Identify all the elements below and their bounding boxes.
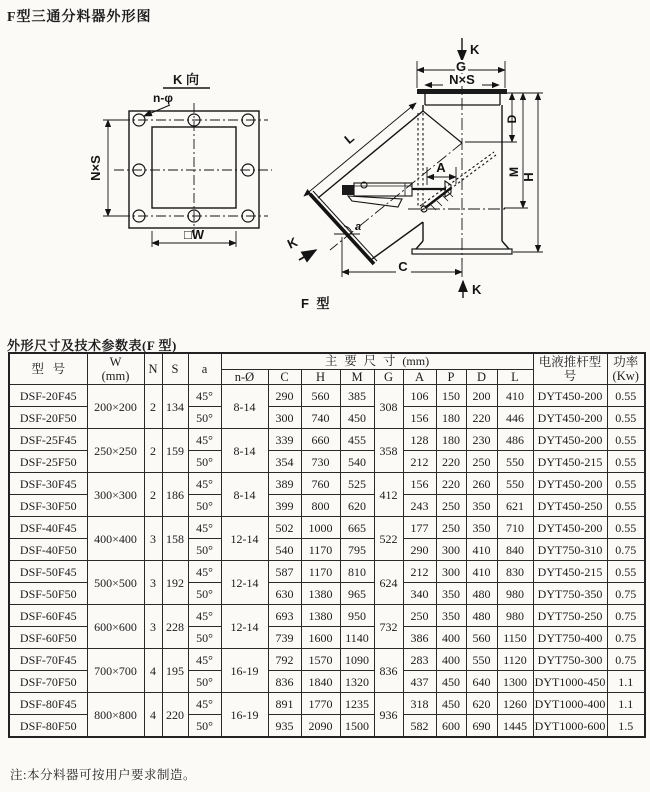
dim-nxs-left-label: N×S — [88, 155, 103, 181]
cell-p: 600 — [436, 715, 466, 738]
cell-a: 582 — [403, 715, 436, 738]
cell-a: 177 — [403, 517, 436, 539]
cell-nphi: 16-19 — [221, 649, 268, 693]
cell-h: 2090 — [301, 715, 340, 738]
cell-kw: 1.1 — [607, 693, 645, 715]
cell-rod: DYT750-400 — [533, 627, 607, 649]
cell-w: 200×200 — [87, 385, 144, 429]
cell-c: 300 — [268, 407, 301, 429]
spec-table-header — [9, 353, 645, 385]
col-header-model: 型号 — [9, 353, 87, 385]
cell-d: 690 — [466, 715, 497, 738]
cell-kw: 0.75 — [607, 627, 645, 649]
cell-l: 710 — [497, 517, 533, 539]
cell-model: DSF-20F45 — [9, 385, 87, 407]
cell-rod: DYT750-300 — [533, 649, 607, 671]
cell-a: 283 — [403, 649, 436, 671]
cell-kw: 0.75 — [607, 583, 645, 605]
k-bottom-label: K — [472, 282, 482, 297]
cell-model: DSF-70F45 — [9, 649, 87, 671]
cell-d: 260 — [466, 473, 497, 495]
cell-a: 156 — [403, 473, 436, 495]
cell-nphi: 12-14 — [221, 605, 268, 649]
col-header-d: D — [466, 369, 497, 384]
cell-c: 587 — [268, 561, 301, 583]
dim-c-label: C — [398, 259, 408, 274]
cell-a: 318 — [403, 693, 436, 715]
cell-m: 665 — [340, 517, 374, 539]
cell-model: DSF-50F50 — [9, 583, 87, 605]
inlet-collar — [425, 94, 500, 105]
flap-plate — [425, 188, 451, 208]
cell-m: 795 — [340, 539, 374, 561]
cell-rod: DYT1000-450 — [533, 671, 607, 693]
col-header-a: a — [188, 353, 221, 385]
cell-l: 1300 — [497, 671, 533, 693]
col-header-h: H — [301, 369, 340, 384]
cell-angle: 45° — [188, 561, 221, 583]
cell-a: 340 — [403, 583, 436, 605]
dim-nxs-left — [103, 120, 126, 216]
cell-a: 437 — [403, 671, 436, 693]
cell-c: 399 — [268, 495, 301, 517]
cell-p: 150 — [436, 385, 466, 407]
cell-kw: 1.5 — [607, 715, 645, 738]
cell-g: 308 — [374, 385, 403, 429]
cell-nphi: 8-14 — [221, 385, 268, 429]
cell-w: 250×250 — [87, 429, 144, 473]
cell-angle: 45° — [188, 517, 221, 539]
cell-c: 502 — [268, 517, 301, 539]
cell-h: 1770 — [301, 693, 340, 715]
cell-m: 1320 — [340, 671, 374, 693]
cell-a: 106 — [403, 385, 436, 407]
cell-h: 730 — [301, 451, 340, 473]
cell-kw: 0.55 — [607, 451, 645, 473]
cell-angle: 50° — [188, 451, 221, 473]
cell-m: 455 — [340, 429, 374, 451]
dim-d-label: D — [505, 114, 519, 124]
cell-m: 385 — [340, 385, 374, 407]
cell-n: 2 — [144, 473, 162, 517]
cell-h: 740 — [301, 407, 340, 429]
table-row — [9, 693, 645, 715]
power-unit: (Kw) — [612, 369, 639, 384]
cell-a: 386 — [403, 627, 436, 649]
cell-m: 1500 — [340, 715, 374, 738]
cell-angle: 45° — [188, 649, 221, 671]
cell-g: 522 — [374, 517, 403, 561]
dim-h-label: H — [521, 172, 536, 182]
cell-l: 550 — [497, 473, 533, 495]
angle-a-label: a — [355, 221, 362, 233]
spec-table-body — [9, 385, 645, 738]
cell-rod: DYT450-215 — [533, 451, 607, 473]
cell-kw: 1.1 — [607, 671, 645, 693]
table-row — [9, 605, 645, 627]
cell-c: 693 — [268, 605, 301, 627]
outline-drawing — [0, 18, 650, 332]
cell-g: 412 — [374, 473, 403, 517]
cell-w: 300×300 — [87, 473, 144, 517]
col-header-n: N — [144, 353, 162, 385]
cell-g: 624 — [374, 561, 403, 605]
cell-h: 1170 — [301, 561, 340, 583]
cell-a: 243 — [403, 495, 436, 517]
cell-s: 134 — [162, 385, 188, 429]
cell-d: 560 — [466, 627, 497, 649]
cell-h: 800 — [301, 495, 340, 517]
cell-s: 192 — [162, 561, 188, 605]
cell-l: 830 — [497, 561, 533, 583]
cell-s: 158 — [162, 517, 188, 561]
cell-g: 936 — [374, 693, 403, 738]
cell-d: 480 — [466, 605, 497, 627]
cell-n: 4 — [144, 693, 162, 738]
cell-p: 350 — [436, 605, 466, 627]
cell-l: 1445 — [497, 715, 533, 738]
cell-d: 200 — [466, 385, 497, 407]
cell-angle: 50° — [188, 715, 221, 738]
cell-n: 3 — [144, 517, 162, 561]
cell-n: 4 — [144, 649, 162, 693]
cell-s: 195 — [162, 649, 188, 693]
flap-diagonal — [423, 111, 462, 143]
cell-a: 212 — [403, 561, 436, 583]
cell-m: 1140 — [340, 627, 374, 649]
main-dims-unit: (mm) — [402, 354, 430, 368]
cell-w: 400×400 — [87, 517, 144, 561]
footnote: 注:本分料器可按用户要求制造。 — [10, 768, 196, 782]
cell-model: DSF-80F45 — [9, 693, 87, 715]
cell-a: 290 — [403, 539, 436, 561]
table-row — [9, 385, 645, 407]
cell-c: 540 — [268, 539, 301, 561]
dim-g-label: G — [455, 59, 467, 74]
cell-angle: 45° — [188, 429, 221, 451]
cell-m: 540 — [340, 451, 374, 473]
dim-w-label: □W — [183, 227, 205, 242]
cell-d: 410 — [466, 539, 497, 561]
flap-alt-dotted — [420, 152, 496, 210]
cell-c: 836 — [268, 671, 301, 693]
cell-angle: 45° — [188, 693, 221, 715]
cell-m: 950 — [340, 605, 374, 627]
cell-c: 792 — [268, 649, 301, 671]
inlet-flange-bar — [417, 89, 507, 94]
cell-model: DSF-30F50 — [9, 495, 87, 517]
cell-kw: 0.55 — [607, 473, 645, 495]
cell-model: DSF-20F50 — [9, 407, 87, 429]
cell-angle: 45° — [188, 473, 221, 495]
power-text: 功率 — [613, 354, 639, 369]
cell-angle: 50° — [188, 671, 221, 693]
cell-m: 525 — [340, 473, 374, 495]
cell-l: 621 — [497, 495, 533, 517]
cell-p: 400 — [436, 649, 466, 671]
cell-model: DSF-30F45 — [9, 473, 87, 495]
table-row — [9, 517, 645, 539]
cell-g: 836 — [374, 649, 403, 693]
cell-l: 486 — [497, 429, 533, 451]
table-row — [9, 473, 645, 495]
cell-w: 600×600 — [87, 605, 144, 649]
col-header-power — [607, 353, 645, 385]
cell-s: 228 — [162, 605, 188, 649]
cell-w: 500×500 — [87, 561, 144, 605]
cell-rod: DYT750-250 — [533, 605, 607, 627]
page-title: F型三通分料器外形图 — [7, 10, 152, 25]
cell-d: 350 — [466, 517, 497, 539]
cell-p: 220 — [436, 473, 466, 495]
cell-p: 400 — [436, 627, 466, 649]
cell-rod: DYT1000-400 — [533, 693, 607, 715]
col-header-a2: A — [403, 369, 436, 384]
cell-model: DSF-60F50 — [9, 627, 87, 649]
cell-p: 450 — [436, 693, 466, 715]
cell-l: 550 — [497, 451, 533, 473]
cell-c: 630 — [268, 583, 301, 605]
side-view — [285, 38, 543, 311]
cell-l: 446 — [497, 407, 533, 429]
push-rod-actuator — [342, 181, 451, 207]
cell-angle: 45° — [188, 605, 221, 627]
cell-l: 410 — [497, 385, 533, 407]
cell-c: 389 — [268, 473, 301, 495]
col-header-nphi: n-Ø — [221, 369, 268, 384]
cell-kw: 0.55 — [607, 385, 645, 407]
cell-l: 980 — [497, 605, 533, 627]
k-side-label: K — [284, 234, 300, 252]
flap-vertical-dotted — [418, 113, 423, 206]
cell-model: DSF-60F45 — [9, 605, 87, 627]
cell-nphi: 8-14 — [221, 473, 268, 517]
cell-rod: DYT450-200 — [533, 517, 607, 539]
dim-nxs-top-label: N×S — [449, 72, 475, 87]
main-dims-text: 主要尺寸 — [324, 354, 403, 368]
cell-s: 220 — [162, 693, 188, 738]
cell-d: 550 — [466, 649, 497, 671]
cell-c: 739 — [268, 627, 301, 649]
cell-m: 1235 — [340, 693, 374, 715]
cell-kw: 0.55 — [607, 407, 645, 429]
cell-d: 480 — [466, 583, 497, 605]
table-row — [9, 649, 645, 671]
cell-c: 891 — [268, 693, 301, 715]
cell-model: DSF-70F50 — [9, 671, 87, 693]
cell-h: 560 — [301, 385, 340, 407]
cell-angle: 50° — [188, 583, 221, 605]
cell-l: 980 — [497, 583, 533, 605]
cell-rod: DYT450-250 — [533, 495, 607, 517]
cell-d: 220 — [466, 407, 497, 429]
cell-a: 212 — [403, 451, 436, 473]
k-top-label: K — [470, 42, 480, 57]
cell-h: 1170 — [301, 539, 340, 561]
cell-p: 250 — [436, 517, 466, 539]
cell-h: 1380 — [301, 605, 340, 627]
cell-n: 3 — [144, 561, 162, 605]
cell-c: 354 — [268, 451, 301, 473]
cell-p: 350 — [436, 583, 466, 605]
cell-m: 620 — [340, 495, 374, 517]
cell-l: 1120 — [497, 649, 533, 671]
cell-p: 450 — [436, 671, 466, 693]
col-header-l: L — [497, 369, 533, 384]
cell-p: 180 — [436, 407, 466, 429]
k-side-arrow — [299, 250, 316, 260]
cell-angle: 50° — [188, 539, 221, 561]
cell-d: 250 — [466, 451, 497, 473]
cell-rod: DYT450-200 — [533, 385, 607, 407]
cell-h: 1570 — [301, 649, 340, 671]
cell-w: 800×800 — [87, 693, 144, 738]
cell-angle: 50° — [188, 627, 221, 649]
cell-p: 180 — [436, 429, 466, 451]
cell-rod: DYT450-200 — [533, 473, 607, 495]
w-unit: (mm) — [101, 369, 130, 384]
cell-rod: DYT450-200 — [533, 429, 607, 451]
cell-kw: 0.55 — [607, 517, 645, 539]
cell-h: 660 — [301, 429, 340, 451]
view-k-label: K 向 — [172, 72, 200, 87]
cell-kw: 0.55 — [607, 495, 645, 517]
cell-h: 1000 — [301, 517, 340, 539]
dim-l-line — [304, 103, 416, 196]
cell-g: 358 — [374, 429, 403, 473]
cell-a: 250 — [403, 605, 436, 627]
col-header-g: G — [374, 369, 403, 384]
cell-nphi: 16-19 — [221, 693, 268, 738]
cell-kw: 0.75 — [607, 539, 645, 561]
cell-angle: 50° — [188, 495, 221, 517]
col-header-c: C — [268, 369, 301, 384]
col-header-p: P — [436, 369, 466, 384]
cell-angle: 50° — [188, 407, 221, 429]
cell-m: 1090 — [340, 649, 374, 671]
cell-m: 450 — [340, 407, 374, 429]
cell-kw: 0.55 — [607, 561, 645, 583]
cell-p: 220 — [436, 451, 466, 473]
cell-model: DSF-50F45 — [9, 561, 87, 583]
col-header-s: S — [162, 353, 188, 385]
hole-callout-label: n-φ — [153, 91, 173, 105]
cell-n: 2 — [144, 429, 162, 473]
cell-model: DSF-25F50 — [9, 451, 87, 473]
spec-table — [8, 352, 646, 738]
cell-h: 760 — [301, 473, 340, 495]
cell-rod: DYT750-310 — [533, 539, 607, 561]
cell-model: DSF-40F50 — [9, 539, 87, 561]
dim-l-label: L — [341, 130, 357, 147]
cell-model: DSF-80F50 — [9, 715, 87, 738]
cell-l: 1150 — [497, 627, 533, 649]
cell-p: 300 — [436, 561, 466, 583]
cell-rod: DYT750-350 — [533, 583, 607, 605]
cell-angle: 45° — [188, 385, 221, 407]
cell-n: 2 — [144, 385, 162, 429]
cell-a: 128 — [403, 429, 436, 451]
cell-m: 965 — [340, 583, 374, 605]
dim-a-label: A — [436, 160, 446, 175]
cell-l: 840 — [497, 539, 533, 561]
cell-h: 1380 — [301, 583, 340, 605]
table-caption: 外形尺寸及技术参数表(F 型) — [7, 338, 177, 353]
cell-kw: 0.55 — [607, 429, 645, 451]
cell-c: 339 — [268, 429, 301, 451]
table-row — [9, 429, 645, 451]
cell-nphi: 8-14 — [221, 429, 268, 473]
cell-rod: DYT450-215 — [533, 561, 607, 583]
dim-m-label: M — [507, 167, 521, 177]
w-symbol: W — [109, 354, 122, 369]
cell-kw: 0.75 — [607, 605, 645, 627]
cell-h: 1600 — [301, 627, 340, 649]
col-header-pushrod: 电液推杆型号 — [533, 353, 607, 385]
cell-c: 935 — [268, 715, 301, 738]
cell-w: 700×700 — [87, 649, 144, 693]
cell-d: 230 — [466, 429, 497, 451]
flange-view — [88, 72, 272, 247]
cell-kw: 0.75 — [607, 649, 645, 671]
cell-model: DSF-40F45 — [9, 517, 87, 539]
cell-n: 3 — [144, 605, 162, 649]
cell-m: 810 — [340, 561, 374, 583]
cell-s: 186 — [162, 473, 188, 517]
centerlines — [114, 103, 272, 236]
cell-c: 290 — [268, 385, 301, 407]
cell-nphi: 12-14 — [221, 561, 268, 605]
cell-rod: DYT1000-600 — [533, 715, 607, 738]
f-type-label: F 型 — [301, 296, 332, 311]
cell-a: 156 — [403, 407, 436, 429]
cell-model: DSF-25F45 — [9, 429, 87, 451]
cell-d: 640 — [466, 671, 497, 693]
cell-d: 410 — [466, 561, 497, 583]
cell-d: 620 — [466, 693, 497, 715]
table-row — [9, 561, 645, 583]
cell-rod: DYT450-200 — [533, 407, 607, 429]
cell-l: 1260 — [497, 693, 533, 715]
col-header-w — [87, 353, 144, 385]
cell-p: 250 — [436, 495, 466, 517]
col-header-m: M — [340, 369, 374, 384]
cell-p: 300 — [436, 539, 466, 561]
cell-h: 1840 — [301, 671, 340, 693]
cell-d: 350 — [466, 495, 497, 517]
cell-nphi: 12-14 — [221, 517, 268, 561]
cell-s: 159 — [162, 429, 188, 473]
col-header-main-dims — [221, 353, 533, 369]
cell-g: 732 — [374, 605, 403, 649]
